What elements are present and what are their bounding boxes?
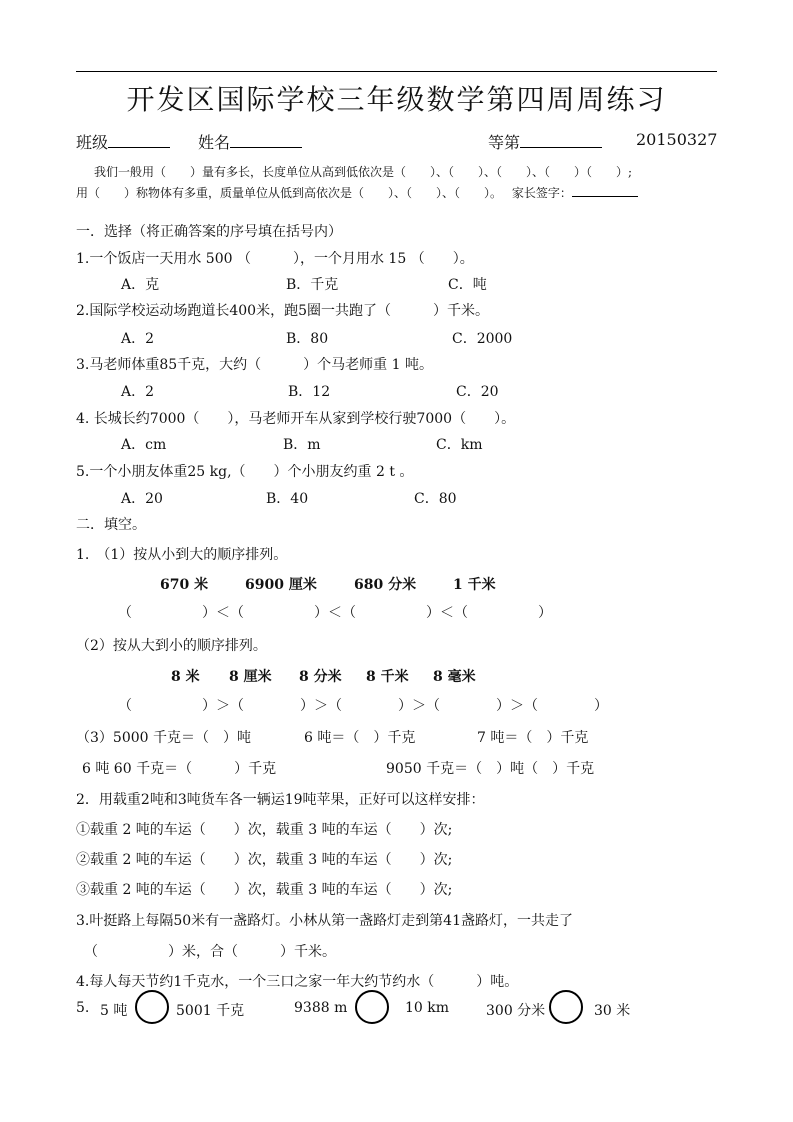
s2-p1-blanks[interactable]: （ ）＜（ ）＜（ ）＜（ ） <box>118 605 552 621</box>
s2-p2-item-1: 8 米 <box>171 669 200 685</box>
s1-q3-opt-c: C．20 <box>456 384 499 400</box>
s1-q2-opt-c: C．2000 <box>452 331 513 347</box>
s1-q1-opt-c: C．吨 <box>448 277 487 293</box>
s2-q3-line-2: （ ）米，合（ ）千米。 <box>84 944 336 960</box>
class-label: 班级 <box>76 133 109 152</box>
s2-q5-right-1: 5001 千克 <box>176 1003 245 1019</box>
class-field <box>76 130 170 153</box>
parent-sign-blank[interactable] <box>572 184 638 197</box>
s1-q5-opt-c: C．80 <box>414 491 457 507</box>
s1-q5-opt-a: A．20 <box>121 491 163 507</box>
intro-line-2-text: 用（ ）称物体有多重，质量单位从低到高依次是（ ）、（ ）、（ ）。 <box>76 186 503 200</box>
compare-circle-3[interactable] <box>549 990 583 1024</box>
s2-p2-item-3: 8 分米 <box>299 669 342 685</box>
s2-p3-c: 7 吨＝（ ）千克 <box>477 730 589 746</box>
s2-q2-line-2: ②载重 2 吨的车运（ ）次，载重 3 吨的车运（ ）次; <box>76 852 453 868</box>
date: 20150327 <box>636 130 718 149</box>
s1-q1-opt-a: A．克 <box>121 277 160 293</box>
intro-line-2 <box>76 184 638 201</box>
s1-q5-opt-b: B．40 <box>266 491 309 507</box>
compare-circle-2[interactable] <box>355 990 389 1024</box>
s1-q4: 4. 长城长约7000（ ），马老师开车从家到学校行驶7000（ ）。 <box>76 411 516 427</box>
s1-q3-opt-b: B．12 <box>288 384 331 400</box>
s2-p2-item-4: 8 千米 <box>366 669 409 685</box>
s2-q5-label: 5. <box>76 1000 90 1016</box>
s1-q4-opt-c: C．km <box>436 437 483 453</box>
page-title: 开发区国际学校三年级数学第四周周练习 <box>126 83 667 116</box>
top-rule <box>76 71 717 72</box>
s2-p3-b: 6 吨＝（ ）千克 <box>304 730 416 746</box>
intro-line-1: 我们一般用（ ）量有多长，长度单位从高到低依次是（ ）、（ ）、（ ）、（ ）（ ）; <box>94 165 633 179</box>
s2-q3-line-1: 3.叶挺路上每隔50米有一盏路灯。小林从第一盏路灯走到第41盏路灯，一共走了 <box>76 913 573 929</box>
s2-p1-item-3: 680 分米 <box>354 577 417 593</box>
s1-q1-opt-b: B．千克 <box>286 277 339 293</box>
s2-q5-left-2: 9388 m <box>294 1000 348 1016</box>
s2-p2-blanks[interactable]: （ ）＞（ ）＞（ ）＞（ ）＞（ ） <box>118 698 608 714</box>
s2-p2-item-2: 8 厘米 <box>229 669 272 685</box>
grade-label: 等第 <box>488 133 521 152</box>
s1-q5: 5.一个小朋友体重25 kg,（ ）个小朋友约重 2 t 。 <box>76 464 414 480</box>
section1-heading: 一．选择（将正确答案的序号填在括号内） <box>76 224 342 240</box>
parent-sign-label: 家长签字： <box>511 186 572 200</box>
s2-q5-right-2: 10 km <box>405 1000 450 1016</box>
s1-q2-opt-a: A．2 <box>121 331 155 347</box>
class-blank[interactable] <box>108 133 170 148</box>
s1-q4-opt-a: A．cm <box>121 437 167 453</box>
s2-p1-label: 1. （1）按从小到大的顺序排列。 <box>76 547 288 563</box>
s2-q5-right-3: 30 米 <box>594 1003 631 1019</box>
s1-q2: 2.国际学校运动场跑道长400米，跑5圈一共跑了（ ）千米。 <box>76 303 489 319</box>
s2-p3-a: （3）5000 千克＝（ ）吨 <box>76 730 251 746</box>
s2-q2: 2．用载重2吨和3吨货车各一辆运19吨苹果，正好可以这样安排： <box>76 792 485 808</box>
s2-p1-item-4: 1 千米 <box>453 577 496 593</box>
s2-p2-label: （2）按从大到小的顺序排列。 <box>76 638 267 654</box>
s1-q3: 3.马老师体重85千克，大约（ ）个马老师重 1 吨。 <box>76 357 433 373</box>
s1-q3-opt-a: A．2 <box>121 384 155 400</box>
grade-field <box>488 130 602 153</box>
s2-q4: 4.每人每天节约1千克水，一个三口之家一年大约节约水（ ）吨。 <box>76 974 519 990</box>
name-label: 姓名 <box>198 133 231 152</box>
name-blank[interactable] <box>230 133 302 148</box>
s2-p2-item-5: 8 毫米 <box>433 669 476 685</box>
s2-p3-d: 6 吨 60 千克＝（ ）千克 <box>82 761 277 777</box>
s1-q1: 1.一个饭店一天用水 500 （ ），一个月用水 15 （ ）。 <box>76 251 474 267</box>
compare-circle-1[interactable] <box>135 990 169 1024</box>
s2-q2-line-3: ③载重 2 吨的车运（ ）次，载重 3 吨的车运（ ）次; <box>76 882 453 898</box>
name-field <box>198 130 302 153</box>
s1-q2-opt-b: B．80 <box>286 331 329 347</box>
s2-p3-e: 9050 千克＝（ ）吨（ ）千克 <box>386 761 595 777</box>
s2-q2-line-1: ①载重 2 吨的车运（ ）次，载重 3 吨的车运（ ）次; <box>76 822 453 838</box>
s2-p1-item-2: 6900 厘米 <box>245 577 317 593</box>
s2-p1-item-1: 670 米 <box>160 577 209 593</box>
section2-heading: 二．填空。 <box>76 517 146 533</box>
s2-q5-left-3: 300 分米 <box>486 1003 546 1019</box>
s1-q4-opt-b: B．m <box>283 437 321 453</box>
s2-q5-left-1: 5 吨 <box>100 1003 128 1019</box>
grade-blank[interactable] <box>520 133 602 148</box>
